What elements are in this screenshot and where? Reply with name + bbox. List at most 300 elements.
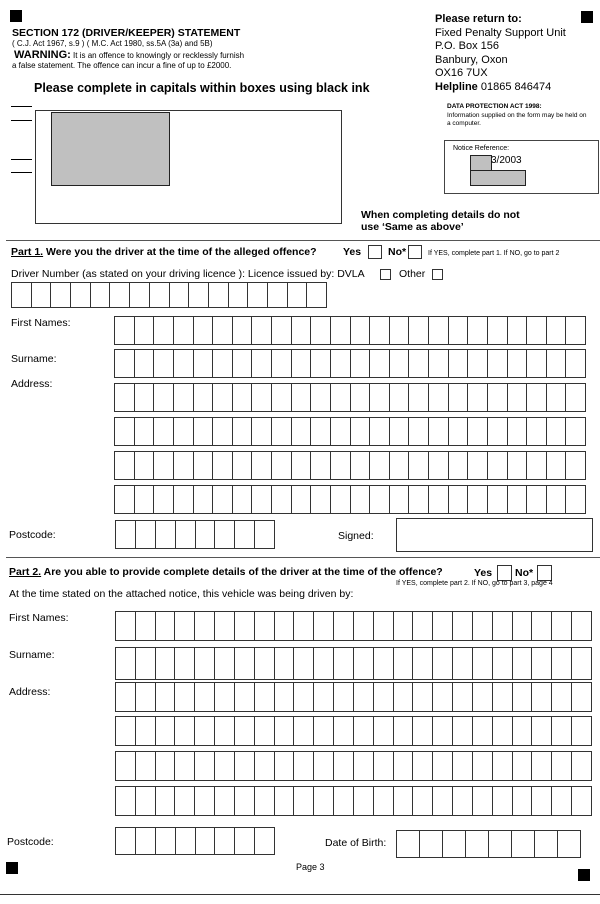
character-box[interactable] bbox=[314, 787, 334, 815]
part2-address-line-2[interactable] bbox=[115, 716, 592, 746]
character-box[interactable] bbox=[532, 752, 552, 780]
character-box[interactable] bbox=[154, 384, 174, 411]
character-box[interactable] bbox=[468, 486, 488, 513]
part2-surname-field[interactable] bbox=[115, 647, 592, 680]
character-box[interactable] bbox=[233, 486, 253, 513]
character-box[interactable] bbox=[566, 418, 585, 445]
character-box[interactable] bbox=[136, 612, 156, 640]
character-box[interactable] bbox=[135, 418, 155, 445]
character-box[interactable] bbox=[255, 683, 275, 711]
character-box[interactable] bbox=[194, 486, 214, 513]
character-box[interactable] bbox=[374, 787, 394, 815]
character-box[interactable] bbox=[195, 787, 215, 815]
driver-number-field[interactable] bbox=[11, 282, 327, 308]
character-box[interactable] bbox=[394, 752, 414, 780]
character-box[interactable] bbox=[552, 683, 572, 711]
character-box[interactable] bbox=[351, 384, 371, 411]
character-box[interactable] bbox=[420, 831, 443, 857]
character-box[interactable] bbox=[252, 418, 272, 445]
character-box[interactable] bbox=[374, 752, 394, 780]
character-box[interactable] bbox=[233, 384, 253, 411]
character-box[interactable] bbox=[508, 452, 528, 479]
character-box[interactable] bbox=[351, 350, 371, 377]
character-box[interactable] bbox=[566, 350, 585, 377]
character-box[interactable] bbox=[213, 452, 233, 479]
character-box[interactable] bbox=[275, 683, 295, 711]
character-box[interactable] bbox=[195, 612, 215, 640]
character-box[interactable] bbox=[331, 317, 351, 344]
character-box[interactable] bbox=[334, 752, 354, 780]
character-box[interactable] bbox=[370, 452, 390, 479]
character-box[interactable] bbox=[294, 683, 314, 711]
character-box[interactable] bbox=[513, 717, 533, 745]
character-box[interactable] bbox=[449, 384, 469, 411]
character-box[interactable] bbox=[443, 831, 466, 857]
character-box[interactable] bbox=[213, 317, 233, 344]
part1-no-checkbox[interactable] bbox=[408, 245, 422, 259]
character-box[interactable] bbox=[311, 486, 331, 513]
character-box[interactable] bbox=[527, 317, 547, 344]
character-box[interactable] bbox=[215, 787, 235, 815]
character-box[interactable] bbox=[473, 683, 493, 711]
character-box[interactable] bbox=[351, 317, 371, 344]
character-box[interactable] bbox=[409, 317, 429, 344]
character-box[interactable] bbox=[370, 384, 390, 411]
character-box[interactable] bbox=[235, 612, 255, 640]
character-box[interactable] bbox=[194, 317, 214, 344]
character-box[interactable] bbox=[235, 752, 255, 780]
character-box[interactable] bbox=[175, 717, 195, 745]
part1-address-line-3[interactable] bbox=[114, 451, 586, 480]
character-box[interactable] bbox=[156, 717, 176, 745]
character-box[interactable] bbox=[572, 787, 591, 815]
character-box[interactable] bbox=[394, 787, 414, 815]
character-box[interactable] bbox=[174, 350, 194, 377]
character-box[interactable] bbox=[233, 452, 253, 479]
character-box[interactable] bbox=[547, 317, 567, 344]
character-box[interactable] bbox=[275, 612, 295, 640]
character-box[interactable] bbox=[532, 787, 552, 815]
character-box[interactable] bbox=[394, 612, 414, 640]
character-box[interactable] bbox=[314, 648, 334, 679]
character-box[interactable] bbox=[196, 828, 216, 854]
character-box[interactable] bbox=[488, 350, 508, 377]
character-box[interactable] bbox=[547, 384, 567, 411]
character-box[interactable] bbox=[453, 683, 473, 711]
character-box[interactable] bbox=[252, 317, 272, 344]
character-box[interactable] bbox=[292, 317, 312, 344]
character-box[interactable] bbox=[513, 648, 533, 679]
character-box[interactable] bbox=[215, 717, 235, 745]
character-box[interactable] bbox=[311, 452, 331, 479]
character-box[interactable] bbox=[195, 752, 215, 780]
character-box[interactable] bbox=[409, 418, 429, 445]
part2-no-checkbox[interactable] bbox=[537, 565, 552, 581]
character-box[interactable] bbox=[156, 828, 176, 854]
character-box[interactable] bbox=[512, 831, 535, 857]
character-box[interactable] bbox=[294, 752, 314, 780]
character-box[interactable] bbox=[195, 648, 215, 679]
character-box[interactable] bbox=[331, 486, 351, 513]
part1-address-line-2[interactable] bbox=[114, 417, 586, 446]
character-box[interactable] bbox=[390, 418, 410, 445]
character-box[interactable] bbox=[116, 612, 136, 640]
part2-address-line-3[interactable] bbox=[115, 751, 592, 781]
character-box[interactable] bbox=[176, 521, 196, 548]
character-box[interactable] bbox=[272, 350, 292, 377]
character-box[interactable] bbox=[374, 683, 394, 711]
character-box[interactable] bbox=[508, 418, 528, 445]
character-box[interactable] bbox=[235, 648, 255, 679]
character-box[interactable] bbox=[394, 717, 414, 745]
character-box[interactable] bbox=[154, 317, 174, 344]
character-box[interactable] bbox=[547, 350, 567, 377]
character-box[interactable] bbox=[468, 418, 488, 445]
character-box[interactable] bbox=[374, 648, 394, 679]
character-box[interactable] bbox=[255, 521, 274, 548]
part1-yes-checkbox[interactable] bbox=[368, 245, 382, 259]
character-box[interactable] bbox=[292, 452, 312, 479]
character-box[interactable] bbox=[449, 418, 469, 445]
character-box[interactable] bbox=[213, 418, 233, 445]
character-box[interactable] bbox=[156, 752, 176, 780]
character-box[interactable] bbox=[110, 283, 130, 307]
character-box[interactable] bbox=[433, 683, 453, 711]
character-box[interactable] bbox=[116, 521, 136, 548]
character-box[interactable] bbox=[508, 384, 528, 411]
character-box[interactable] bbox=[135, 452, 155, 479]
character-box[interactable] bbox=[429, 317, 449, 344]
part1-surname-field[interactable] bbox=[114, 349, 586, 378]
character-box[interactable] bbox=[91, 283, 111, 307]
character-box[interactable] bbox=[174, 317, 194, 344]
character-box[interactable] bbox=[115, 418, 135, 445]
character-box[interactable] bbox=[115, 350, 135, 377]
character-box[interactable] bbox=[508, 350, 528, 377]
character-box[interactable] bbox=[488, 317, 508, 344]
character-box[interactable] bbox=[513, 752, 533, 780]
character-box[interactable] bbox=[433, 648, 453, 679]
character-box[interactable] bbox=[174, 384, 194, 411]
character-box[interactable] bbox=[413, 717, 433, 745]
character-box[interactable] bbox=[175, 683, 195, 711]
part1-address-line-4[interactable] bbox=[114, 485, 586, 514]
character-box[interactable] bbox=[135, 350, 155, 377]
character-box[interactable] bbox=[235, 828, 255, 854]
character-box[interactable] bbox=[292, 350, 312, 377]
character-box[interactable] bbox=[532, 612, 552, 640]
character-box[interactable] bbox=[235, 683, 255, 711]
character-box[interactable] bbox=[195, 683, 215, 711]
character-box[interactable] bbox=[136, 683, 156, 711]
character-box[interactable] bbox=[354, 752, 374, 780]
character-box[interactable] bbox=[453, 648, 473, 679]
part2-yes-checkbox[interactable] bbox=[497, 565, 512, 581]
character-box[interactable] bbox=[12, 283, 32, 307]
character-box[interactable] bbox=[275, 648, 295, 679]
character-box[interactable] bbox=[233, 418, 253, 445]
character-box[interactable] bbox=[115, 317, 135, 344]
character-box[interactable] bbox=[175, 787, 195, 815]
character-box[interactable] bbox=[135, 486, 155, 513]
character-box[interactable] bbox=[136, 752, 156, 780]
character-box[interactable] bbox=[552, 717, 572, 745]
character-box[interactable] bbox=[409, 486, 429, 513]
character-box[interactable] bbox=[527, 384, 547, 411]
character-box[interactable] bbox=[135, 384, 155, 411]
character-box[interactable] bbox=[311, 350, 331, 377]
character-box[interactable] bbox=[252, 486, 272, 513]
character-box[interactable] bbox=[174, 486, 194, 513]
character-box[interactable] bbox=[215, 683, 235, 711]
character-box[interactable] bbox=[429, 384, 449, 411]
character-box[interactable] bbox=[174, 418, 194, 445]
character-box[interactable] bbox=[473, 648, 493, 679]
character-box[interactable] bbox=[115, 486, 135, 513]
character-box[interactable] bbox=[453, 717, 473, 745]
character-box[interactable] bbox=[558, 831, 580, 857]
character-box[interactable] bbox=[294, 648, 314, 679]
character-box[interactable] bbox=[255, 717, 275, 745]
character-box[interactable] bbox=[390, 350, 410, 377]
character-box[interactable] bbox=[466, 831, 489, 857]
character-box[interactable] bbox=[370, 418, 390, 445]
character-box[interactable] bbox=[136, 648, 156, 679]
character-box[interactable] bbox=[449, 486, 469, 513]
character-box[interactable] bbox=[547, 452, 567, 479]
character-box[interactable] bbox=[453, 787, 473, 815]
character-box[interactable] bbox=[532, 683, 552, 711]
character-box[interactable] bbox=[175, 648, 195, 679]
character-box[interactable] bbox=[334, 683, 354, 711]
character-box[interactable] bbox=[213, 486, 233, 513]
character-box[interactable] bbox=[413, 683, 433, 711]
character-box[interactable] bbox=[294, 612, 314, 640]
character-box[interactable] bbox=[116, 683, 136, 711]
character-box[interactable] bbox=[314, 612, 334, 640]
character-box[interactable] bbox=[468, 384, 488, 411]
character-box[interactable] bbox=[527, 418, 547, 445]
character-box[interactable] bbox=[535, 831, 558, 857]
character-box[interactable] bbox=[449, 317, 469, 344]
character-box[interactable] bbox=[547, 418, 567, 445]
character-box[interactable] bbox=[272, 384, 292, 411]
character-box[interactable] bbox=[527, 452, 547, 479]
part2-postcode-field[interactable] bbox=[115, 827, 275, 855]
character-box[interactable] bbox=[468, 452, 488, 479]
character-box[interactable] bbox=[294, 787, 314, 815]
character-box[interactable] bbox=[354, 648, 374, 679]
character-box[interactable] bbox=[508, 317, 528, 344]
character-box[interactable] bbox=[275, 787, 295, 815]
character-box[interactable] bbox=[370, 350, 390, 377]
character-box[interactable] bbox=[136, 828, 156, 854]
character-box[interactable] bbox=[255, 612, 275, 640]
character-box[interactable] bbox=[552, 787, 572, 815]
character-box[interactable] bbox=[429, 418, 449, 445]
character-box[interactable] bbox=[196, 521, 216, 548]
character-box[interactable] bbox=[331, 384, 351, 411]
character-box[interactable] bbox=[272, 452, 292, 479]
character-box[interactable] bbox=[488, 486, 508, 513]
character-box[interactable] bbox=[174, 452, 194, 479]
character-box[interactable] bbox=[334, 787, 354, 815]
character-box[interactable] bbox=[294, 717, 314, 745]
character-box[interactable] bbox=[170, 283, 190, 307]
character-box[interactable] bbox=[334, 648, 354, 679]
character-box[interactable] bbox=[156, 787, 176, 815]
character-box[interactable] bbox=[390, 452, 410, 479]
character-box[interactable] bbox=[176, 828, 196, 854]
character-box[interactable] bbox=[433, 717, 453, 745]
character-box[interactable] bbox=[572, 683, 591, 711]
character-box[interactable] bbox=[116, 787, 136, 815]
character-box[interactable] bbox=[215, 521, 235, 548]
part1-postcode-field[interactable] bbox=[115, 520, 275, 549]
character-box[interactable] bbox=[314, 717, 334, 745]
character-box[interactable] bbox=[331, 452, 351, 479]
character-box[interactable] bbox=[215, 752, 235, 780]
character-box[interactable] bbox=[493, 717, 513, 745]
character-box[interactable] bbox=[513, 612, 533, 640]
character-box[interactable] bbox=[235, 787, 255, 815]
character-box[interactable] bbox=[115, 452, 135, 479]
character-box[interactable] bbox=[71, 283, 91, 307]
character-box[interactable] bbox=[532, 717, 552, 745]
character-box[interactable] bbox=[572, 717, 591, 745]
character-box[interactable] bbox=[268, 283, 288, 307]
character-box[interactable] bbox=[547, 486, 567, 513]
character-box[interactable] bbox=[409, 452, 429, 479]
character-box[interactable] bbox=[154, 452, 174, 479]
character-box[interactable] bbox=[51, 283, 71, 307]
character-box[interactable] bbox=[311, 418, 331, 445]
character-box[interactable] bbox=[195, 717, 215, 745]
character-box[interactable] bbox=[413, 648, 433, 679]
character-box[interactable] bbox=[413, 787, 433, 815]
character-box[interactable] bbox=[116, 828, 136, 854]
character-box[interactable] bbox=[351, 486, 371, 513]
character-box[interactable] bbox=[449, 350, 469, 377]
character-box[interactable] bbox=[532, 648, 552, 679]
character-box[interactable] bbox=[307, 283, 326, 307]
character-box[interactable] bbox=[292, 486, 312, 513]
character-box[interactable] bbox=[311, 317, 331, 344]
character-box[interactable] bbox=[175, 612, 195, 640]
character-box[interactable] bbox=[566, 452, 585, 479]
character-box[interactable] bbox=[275, 717, 295, 745]
dvla-checkbox[interactable] bbox=[380, 269, 391, 280]
character-box[interactable] bbox=[255, 648, 275, 679]
character-box[interactable] bbox=[136, 787, 156, 815]
character-box[interactable] bbox=[32, 283, 52, 307]
character-box[interactable] bbox=[370, 486, 390, 513]
character-box[interactable] bbox=[473, 612, 493, 640]
character-box[interactable] bbox=[354, 683, 374, 711]
character-box[interactable] bbox=[566, 486, 585, 513]
character-box[interactable] bbox=[409, 350, 429, 377]
character-box[interactable] bbox=[409, 384, 429, 411]
character-box[interactable] bbox=[488, 418, 508, 445]
character-box[interactable] bbox=[292, 384, 312, 411]
character-box[interactable] bbox=[489, 831, 512, 857]
character-box[interactable] bbox=[275, 752, 295, 780]
character-box[interactable] bbox=[473, 752, 493, 780]
character-box[interactable] bbox=[493, 787, 513, 815]
character-box[interactable] bbox=[156, 648, 176, 679]
character-box[interactable] bbox=[334, 612, 354, 640]
character-box[interactable] bbox=[314, 752, 334, 780]
character-box[interactable] bbox=[370, 317, 390, 344]
character-box[interactable] bbox=[154, 350, 174, 377]
character-box[interactable] bbox=[135, 317, 155, 344]
character-box[interactable] bbox=[429, 452, 449, 479]
character-box[interactable] bbox=[233, 350, 253, 377]
character-box[interactable] bbox=[449, 452, 469, 479]
character-box[interactable] bbox=[374, 717, 394, 745]
character-box[interactable] bbox=[334, 717, 354, 745]
character-box[interactable] bbox=[156, 521, 176, 548]
character-box[interactable] bbox=[272, 317, 292, 344]
character-box[interactable] bbox=[473, 787, 493, 815]
character-box[interactable] bbox=[566, 317, 585, 344]
character-box[interactable] bbox=[115, 384, 135, 411]
character-box[interactable] bbox=[136, 521, 156, 548]
character-box[interactable] bbox=[433, 787, 453, 815]
character-box[interactable] bbox=[552, 752, 572, 780]
character-box[interactable] bbox=[351, 418, 371, 445]
character-box[interactable] bbox=[488, 384, 508, 411]
character-box[interactable] bbox=[314, 683, 334, 711]
character-box[interactable] bbox=[527, 486, 547, 513]
character-box[interactable] bbox=[397, 831, 420, 857]
character-box[interactable] bbox=[156, 683, 176, 711]
character-box[interactable] bbox=[189, 283, 209, 307]
character-box[interactable] bbox=[136, 717, 156, 745]
character-box[interactable] bbox=[209, 283, 229, 307]
character-box[interactable] bbox=[130, 283, 150, 307]
character-box[interactable] bbox=[255, 787, 275, 815]
character-box[interactable] bbox=[194, 384, 214, 411]
character-box[interactable] bbox=[354, 612, 374, 640]
character-box[interactable] bbox=[331, 350, 351, 377]
character-box[interactable] bbox=[493, 648, 513, 679]
character-box[interactable] bbox=[154, 486, 174, 513]
character-box[interactable] bbox=[413, 752, 433, 780]
character-box[interactable] bbox=[229, 283, 249, 307]
character-box[interactable] bbox=[429, 350, 449, 377]
character-box[interactable] bbox=[390, 317, 410, 344]
character-box[interactable] bbox=[116, 752, 136, 780]
character-box[interactable] bbox=[116, 648, 136, 679]
character-box[interactable] bbox=[473, 717, 493, 745]
character-box[interactable] bbox=[235, 717, 255, 745]
character-box[interactable] bbox=[394, 683, 414, 711]
character-box[interactable] bbox=[493, 683, 513, 711]
character-box[interactable] bbox=[194, 350, 214, 377]
character-box[interactable] bbox=[255, 752, 275, 780]
character-box[interactable] bbox=[413, 612, 433, 640]
character-box[interactable] bbox=[175, 752, 195, 780]
character-box[interactable] bbox=[351, 452, 371, 479]
character-box[interactable] bbox=[213, 350, 233, 377]
character-box[interactable] bbox=[255, 828, 274, 854]
character-box[interactable] bbox=[566, 384, 585, 411]
character-box[interactable] bbox=[453, 612, 473, 640]
character-box[interactable] bbox=[390, 384, 410, 411]
character-box[interactable] bbox=[116, 717, 136, 745]
character-box[interactable] bbox=[215, 648, 235, 679]
